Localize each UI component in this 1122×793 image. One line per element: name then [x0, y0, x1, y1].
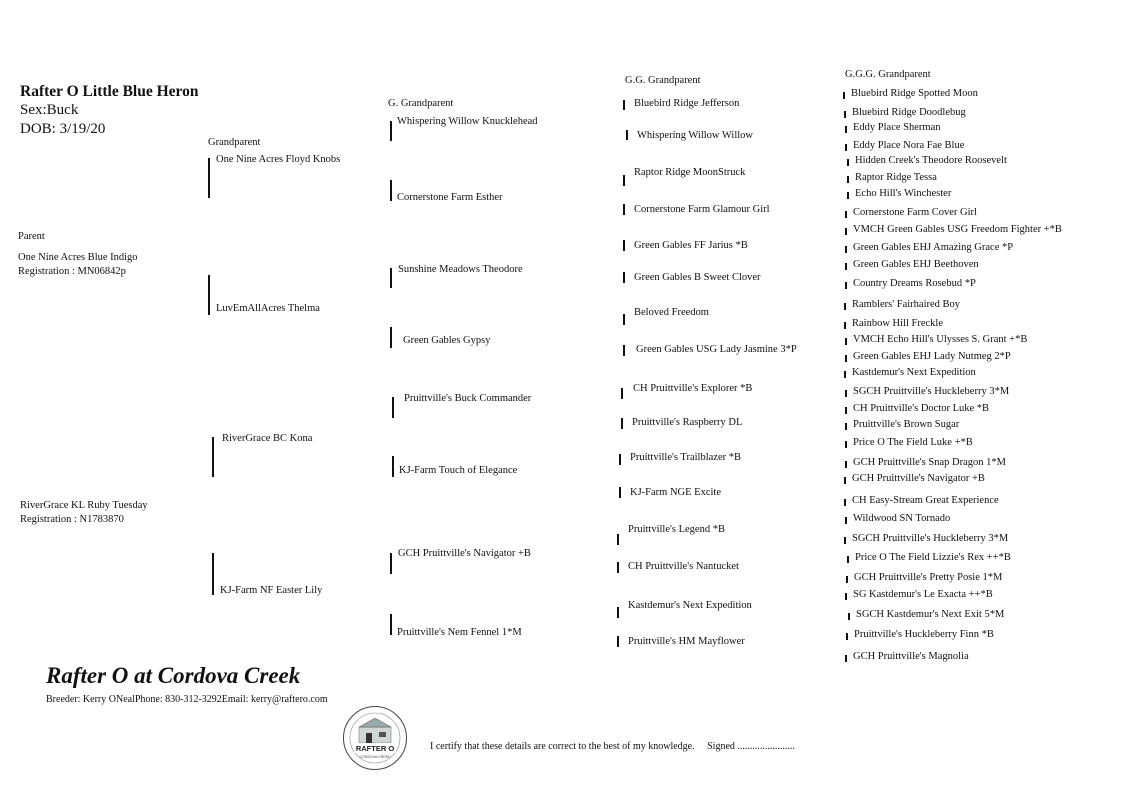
logo-subtext: CORDOVA CREEK: [359, 755, 391, 759]
ggg-grandparent-25: Wildwood SN Tornado: [853, 513, 951, 524]
pedigree-bracket: [847, 192, 849, 199]
parent-header: Parent: [18, 231, 45, 242]
farm-name: Rafter O at Cordova Creek: [46, 663, 301, 688]
ggg-grandparent-9: VMCH Green Gables USG Freedom Fighter +*B: [853, 224, 1062, 235]
ggg-grandparent-4: Eddy Place Nora Fae Blue: [853, 140, 965, 151]
ggg-grandparent-26: SGCH Pruittville's Huckleberry 3*M: [852, 533, 1009, 544]
pedigree-bracket: [845, 461, 847, 468]
g-grandparent-2: Cornerstone Farm Esther: [397, 192, 503, 203]
pedigree-bracket: [623, 240, 625, 251]
pedigree-bracket: [845, 390, 847, 397]
pedigree-bracket: [617, 534, 619, 545]
pedigree-bracket: [844, 111, 846, 118]
pedigree-bracket: [623, 100, 625, 110]
gg-grandparent-15: Kastdemur's Next Expedition: [628, 600, 752, 611]
pedigree-bracket: [844, 477, 846, 484]
pedigree-bracket: [845, 144, 847, 151]
g-grandparent-8: Pruittville's Nem Fennel 1*M: [397, 627, 522, 638]
pedigree-bracket: [845, 423, 847, 430]
gg-grandparent-10: Pruittville's Raspberry DL: [632, 417, 743, 428]
animal-dob: DOB: 3/19/20: [20, 121, 106, 137]
pedigree-bracket: [845, 655, 847, 662]
pedigree-bracket: [390, 268, 392, 288]
ggg-grandparent-3: Eddy Place Sherman: [853, 122, 941, 133]
grandparent-3: RiverGrace BC Kona: [222, 433, 313, 444]
pedigree-bracket: [846, 576, 848, 583]
pedigree-bracket: [845, 517, 847, 524]
sire-registration: Registration : MN06842p: [18, 266, 126, 277]
pedigree-bracket: [617, 562, 619, 573]
g-grandparent-header: G. Grandparent: [388, 98, 454, 109]
ggg-grandparent-16: Green Gables EHJ Lady Nutmeg 2*P: [853, 351, 1011, 362]
ggg-grandparent-17: Kastdemur's Next Expedition: [852, 367, 976, 378]
ggg-grandparent-28: GCH Pruittville's Pretty Posie 1*M: [854, 572, 1003, 583]
pedigree-bracket: [845, 246, 847, 253]
pedigree-bracket: [845, 228, 847, 235]
pedigree-bracket: [390, 121, 392, 141]
grandparent-4: KJ-Farm NF Easter Lily: [220, 585, 323, 596]
pedigree-bracket: [390, 180, 392, 201]
gg-grandparent-7: Beloved Freedom: [634, 307, 709, 318]
logo-text: RAFTER O: [355, 744, 395, 753]
ggg-grandparent-13: Ramblers' Fairhaired Boy: [852, 299, 961, 310]
ggg-grandparent-15: VMCH Echo Hill's Ulysses S. Grant +*B: [853, 334, 1028, 345]
grandparent-2: LuvEmAllAcres Thelma: [216, 303, 320, 314]
pedigree-bracket: [623, 204, 625, 215]
gg-grandparent-8: Green Gables USG Lady Jasmine 3*P: [636, 344, 797, 355]
pedigree-bracket: [847, 159, 849, 166]
pedigree-bracket: [212, 553, 214, 595]
gg-grandparent-12: KJ-Farm NGE Excite: [630, 487, 721, 498]
ggg-grandparent-5: Hidden Creek's Theodore Roosevelt: [855, 155, 1007, 166]
ggg-grandparent-20: Pruittville's Brown Sugar: [853, 419, 960, 430]
pedigree-bracket: [845, 593, 847, 600]
ggg-grandparent-header: G.G.G. Grandparent: [845, 69, 931, 80]
g-grandparent-4: Green Gables Gypsy: [403, 335, 491, 346]
animal-name: Rafter O Little Blue Heron: [20, 83, 199, 100]
g-grandparent-5: Pruittville's Buck Commander: [404, 393, 532, 404]
pedigree-bracket: [623, 272, 625, 283]
pedigree-bracket: [845, 441, 847, 448]
ggg-grandparent-22: GCH Pruittville's Snap Dragon 1*M: [853, 457, 1006, 468]
pedigree-bracket: [623, 345, 625, 356]
gg-grandparent-1: Bluebird Ridge Jefferson: [634, 98, 740, 109]
gg-grandparent-4: Cornerstone Farm Glamour Girl: [634, 204, 770, 215]
pedigree-bracket: [847, 176, 849, 183]
pedigree-bracket: [843, 92, 845, 99]
pedigree-bracket: [626, 130, 628, 140]
pedigree-bracket: [848, 613, 850, 620]
ggg-grandparent-24: CH Easy-Stream Great Experience: [852, 495, 999, 506]
pedigree-bracket: [844, 322, 846, 329]
sire-name: One Nine Acres Blue Indigo: [18, 252, 138, 263]
pedigree-bracket: [845, 263, 847, 270]
ggg-grandparent-30: SGCH Kastdemur's Next Exit 5*M: [856, 609, 1005, 620]
pedigree-bracket: [390, 327, 392, 348]
pedigree-bracket: [844, 499, 846, 506]
ggg-grandparent-14: Rainbow Hill Freckle: [852, 318, 943, 329]
gg-grandparent-13: Pruittville's Legend *B: [628, 524, 725, 535]
animal-sex: Sex:Buck: [20, 102, 79, 118]
pedigree-bracket: [845, 126, 847, 133]
gg-grandparent-2: Whispering Willow Willow: [637, 130, 754, 141]
pedigree-bracket: [845, 355, 847, 362]
pedigree-bracket: [390, 553, 392, 574]
pedigree-bracket: [623, 175, 625, 186]
gg-grandparent-3: Raptor Ridge MoonStruck: [634, 167, 746, 178]
pedigree-bracket: [621, 388, 623, 399]
breeder-contact: Breeder: Kerry ONealPhone: 830-312-3292Email: kerry@raftero.com: [46, 694, 328, 705]
pedigree-bracket: [844, 371, 846, 378]
ggg-grandparent-8: Cornerstone Farm Cover Girl: [853, 207, 977, 218]
pedigree-bracket: [619, 454, 621, 465]
ggg-grandparent-6: Raptor Ridge Tessa: [855, 172, 937, 183]
g-grandparent-1: Whispering Willow Knucklehead: [397, 116, 538, 127]
pedigree-bracket: [208, 158, 210, 198]
ggg-grandparent-19: CH Pruittville's Doctor Luke *B: [853, 403, 990, 414]
dam-registration: Registration : N1783870: [20, 514, 124, 525]
pedigree-bracket: [212, 437, 214, 477]
g-grandparent-3: Sunshine Meadows Theodore: [398, 264, 523, 275]
grandparent-1: One Nine Acres Floyd Knobs: [216, 154, 341, 165]
ggg-grandparent-27: Price O The Field Lizzie's Rex ++*B: [855, 552, 1011, 563]
pedigree-bracket: [619, 487, 621, 498]
ggg-grandparent-12: Country Dreams Rosebud *P: [853, 278, 976, 289]
pedigree-bracket: [845, 407, 847, 414]
ggg-grandparent-32: GCH Pruittville's Magnolia: [853, 651, 969, 662]
g-grandparent-6: KJ-Farm Touch of Elegance: [399, 465, 518, 476]
pedigree-bracket: [845, 282, 847, 289]
ggg-grandparent-7: Echo Hill's Winchester: [855, 188, 952, 199]
certification-statement: I certify that these details are correct to the best of my knowledge. Signed .......................: [430, 741, 795, 752]
ggg-grandparent-29: SG Kastdemur's Le Exacta ++*B: [853, 589, 993, 600]
gg-grandparent-header: G.G. Grandparent: [625, 75, 701, 86]
gg-grandparent-6: Green Gables B Sweet Clover: [634, 272, 761, 283]
pedigree-bracket: [617, 636, 619, 647]
ggg-grandparent-31: Pruittville's Huckleberry Finn *B: [854, 629, 994, 640]
pedigree-bracket: [845, 338, 847, 345]
ggg-grandparent-2: Bluebird Ridge Doodlebug: [852, 107, 966, 118]
dam-name: RiverGrace KL Ruby Tuesday: [20, 500, 148, 511]
pedigree-bracket: [390, 614, 392, 635]
gg-grandparent-14: CH Pruittville's Nantucket: [628, 561, 739, 572]
pedigree-bracket: [617, 607, 619, 618]
g-grandparent-7: GCH Pruittville's Navigator +B: [398, 548, 531, 559]
pedigree-bracket: [208, 275, 210, 315]
pedigree-bracket: [392, 397, 394, 418]
pedigree-bracket: [844, 303, 846, 310]
ggg-grandparent-1: Bluebird Ridge Spotted Moon: [851, 88, 978, 99]
farm-logo: [342, 705, 408, 771]
ggg-grandparent-10: Green Gables EHJ Amazing Grace *P: [853, 242, 1014, 253]
pedigree-bracket: [623, 314, 625, 325]
pedigree-bracket: [845, 211, 847, 218]
ggg-grandparent-23: GCH Pruittville's Navigator +B: [852, 473, 985, 484]
ggg-grandparent-21: Price O The Field Luke +*B: [853, 437, 973, 448]
pedigree-bracket: [846, 633, 848, 640]
gg-grandparent-11: Pruittville's Trailblazer *B: [630, 452, 741, 463]
gg-grandparent-16: Pruittville's HM Mayflower: [628, 636, 745, 647]
gg-grandparent-5: Green Gables FF Jarius *B: [634, 240, 748, 251]
ggg-grandparent-11: Green Gables EHJ Beethoven: [853, 259, 979, 270]
ggg-grandparent-18: SGCH Pruittville's Huckleberry 3*M: [853, 386, 1010, 397]
grandparent-header: Grandparent: [208, 137, 261, 148]
pedigree-bracket: [847, 556, 849, 563]
pedigree-bracket: [844, 537, 846, 544]
gg-grandparent-9: CH Pruittville's Explorer *B: [633, 383, 753, 394]
pedigree-bracket: [392, 456, 394, 477]
pedigree-bracket: [621, 418, 623, 429]
